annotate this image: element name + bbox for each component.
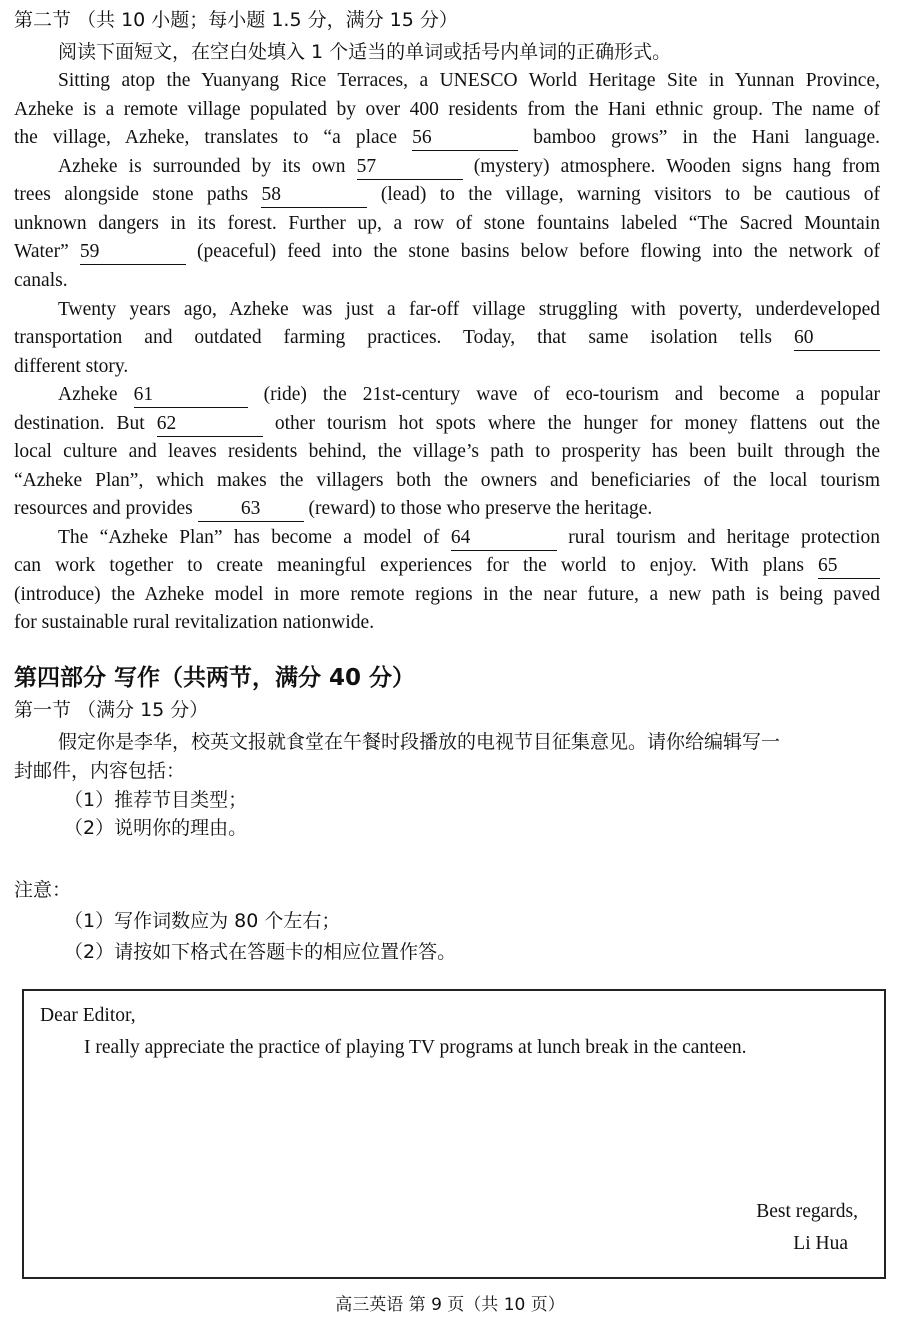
letter-greeting: Dear Editor, [40, 1005, 136, 1026]
passage-line: Azheke 61 (ride) the 21st-century wave of eco-tourism and become a popular [14, 381, 880, 409]
passage-line: for sustainable rural revitalization nationwide. [14, 612, 375, 633]
notes-title: 注意： [14, 879, 72, 901]
blank-60[interactable]: 60 [794, 326, 880, 351]
passage-line: can work together to create meaningful experiences for the world to enjoy. With plans 65 [14, 552, 880, 580]
passage-line: Azheke is surrounded by its own 57 (mystery) atmosphere. Wooden signs hang from [14, 153, 880, 181]
page-footer: 高三英语 第 9 页（共 10 页） [335, 1295, 565, 1315]
section-instruction: 阅读下面短文，在空白处填入 1 个适当的单词或括号内单词的正确形式。 [58, 41, 672, 63]
passage-line: The “Azheke Plan” has become a model of 64 rural tourism and heritage protection [14, 524, 880, 552]
blank-63[interactable]: 63 [198, 497, 304, 522]
letter-format-box [22, 989, 886, 1279]
note-item: （2）请按如下格式在答题卡的相应位置作答。 [64, 941, 457, 963]
passage-line: different story. [14, 356, 129, 377]
letter-closing: Best regards, [756, 1201, 858, 1222]
prompt-text: 假定你是李华，校英文报就食堂在午餐时段播放的电视节目征集意见。请你给编辑写一 [58, 731, 781, 753]
passage-line: resources and provides 63 (reward) to those who preserve the heritage. [14, 495, 652, 523]
passage-line: “Azheke Plan”, which makes the villagers both the owners and beneficiaries of the local tourism [14, 470, 880, 491]
blank-65[interactable]: 65 [818, 554, 880, 579]
blank-58[interactable]: 58 [261, 183, 367, 208]
prompt-text: 封邮件，内容包括： [14, 760, 186, 782]
blank-62[interactable]: 62 [157, 412, 263, 437]
passage-line: canals. [14, 270, 68, 291]
blank-59[interactable]: 59 [80, 240, 186, 265]
part-heading: 第四部分 写作（共两节，满分 40 分） [14, 665, 416, 691]
passage-line: unknown dangers in its forest. Further up, a row of stone fountains labeled “The Sacred Mountain [14, 213, 880, 234]
passage-line: local culture and leaves residents behind, the village’s path to prosperity has been built through the [14, 441, 880, 462]
prompt-point: （2）说明你的理由。 [64, 817, 248, 839]
note-item: （1）写作词数应为 80 个左右； [64, 910, 341, 932]
passage-line: Sitting atop the Yuanyang Rice Terraces, a UNESCO World Heritage Site in Yunnan Province, [58, 70, 880, 91]
letter-signature: Li Hua [793, 1233, 848, 1254]
passage-line: (introduce) the Azheke model in more remote regions in the near future, a new path is being paved [14, 584, 880, 605]
passage-line: transportation and outdated farming practices. Today, that same isolation tells 60 [14, 324, 880, 352]
blank-57[interactable]: 57 [357, 155, 463, 180]
passage-line: Twenty years ago, Azheke was just a far-off village struggling with poverty, underdeveloped [58, 299, 880, 320]
prompt-point: （1）推荐节目类型； [64, 789, 248, 811]
blank-61[interactable]: 61 [134, 383, 248, 408]
passage-line: destination. But 62 other tourism hot spots where the hunger for money flattens out the [14, 410, 880, 438]
passage-line: Azheke is a remote village populated by over 400 residents from the Hani ethnic group. The name of [14, 99, 880, 120]
blank-56[interactable]: 56 [412, 126, 518, 151]
section-title: 第二节 （共 10 小题；每小题 1.5 分，满分 15 分） [14, 9, 458, 31]
passage-line: trees alongside stone paths 58 (lead) to the village, warning visitors to be cautious of [14, 181, 880, 209]
blank-64[interactable]: 64 [451, 526, 557, 551]
passage-line: Water” 59 (peaceful) feed into the stone basins below before flowing into the network of [14, 238, 880, 266]
letter-opening: I really appreciate the practice of playing TV programs at lunch break in the canteen. [84, 1037, 747, 1058]
passage-line: the village, Azheke, translates to “a place 56 bamboo grows” in the Hani language. [14, 124, 880, 152]
section-title: 第一节 （满分 15 分） [14, 699, 209, 721]
